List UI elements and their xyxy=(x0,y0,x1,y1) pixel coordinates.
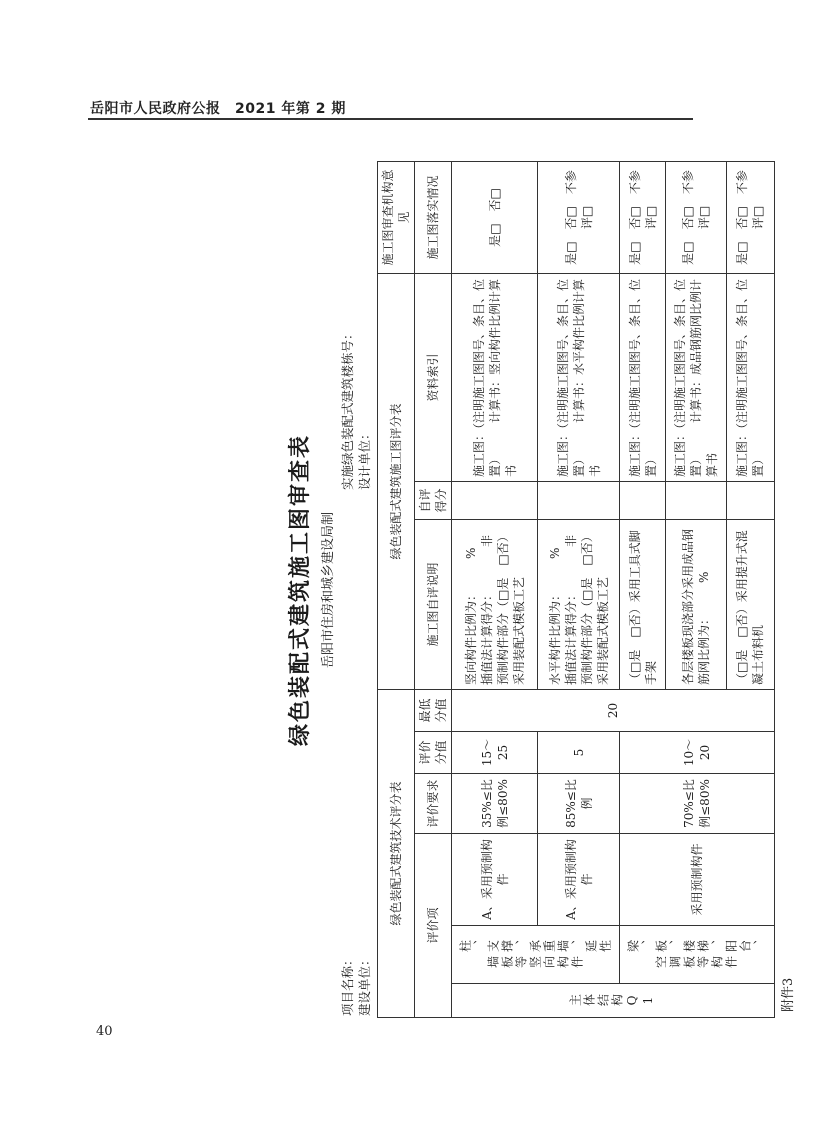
explanation-cell: （□是 □否）采用提升式混凝土布料机 xyxy=(726,519,774,689)
design-unit-label: 设计单位： xyxy=(357,427,372,490)
form-title: 绿色装配式建筑施工图审查表 xyxy=(288,434,313,747)
min-score-cell: 20 xyxy=(452,689,775,731)
self-score-cell xyxy=(620,481,666,519)
col-explanation: 施工图自评说明 xyxy=(415,519,452,689)
status-cell: 是□ 否□ 不参评□ xyxy=(726,161,774,273)
header-rule xyxy=(88,118,693,120)
header-row xyxy=(415,161,452,1017)
self-score-cell xyxy=(726,481,774,519)
item-cell: A、采用预制构件 xyxy=(452,834,538,926)
col-min-score: 最低分值 xyxy=(415,689,452,731)
explanation-cell: 水平构件比例为： % 插值法计算得分： 非预制构件部分（□是 □否）采用装配式模板工艺 xyxy=(538,519,620,689)
col-status: 施工图落实情况 xyxy=(415,161,452,273)
score-cell: 5 xyxy=(538,732,620,774)
score-cell: 10～20 xyxy=(620,732,775,774)
col-requirement: 评价要求 xyxy=(415,774,452,834)
index-cell: 施工图：（注明施工图图号、条目、位置） xyxy=(726,273,774,481)
section-tech-score: 绿色装配式建筑技术评分表 xyxy=(378,689,415,1017)
explanation-cell: 各层楼板现浇部分采用成品钢筋网比例为： % xyxy=(666,519,727,689)
section-row xyxy=(378,161,415,1017)
category-cell xyxy=(452,926,620,984)
score-cell: 15～25 xyxy=(452,732,538,774)
section-drawing-score: 绿色装配式建筑施工图评分表 xyxy=(378,273,415,689)
building-no-label: 实施绿色装配式建筑楼栋号： xyxy=(340,327,355,490)
status-cell: 是□ 否□ 不参评□ xyxy=(666,161,727,273)
meta-left xyxy=(339,953,373,1016)
col-score: 评价分值 xyxy=(415,732,452,774)
form-issuer: 岳阳市住房和城乡建设局制 xyxy=(321,512,336,669)
table-row xyxy=(538,161,620,1017)
status-cell: 是□ 否□ 不参评□ xyxy=(620,161,666,273)
gazette-header: 岳阳市人民政府公报 2021 年第 2 期 xyxy=(90,101,346,117)
meta-right xyxy=(339,327,373,490)
page-number: 40 xyxy=(96,1024,113,1039)
rotated-form xyxy=(277,160,817,1020)
category-cell xyxy=(620,926,775,984)
explanation-cell: （□是 □否）采用工具式脚手架 xyxy=(620,519,666,689)
status-cell: 是□ 否□ 不参评□ xyxy=(538,161,620,273)
index-cell: 施工图：（注明施工图图号、条目、位置） 计算书：成品钢筋网比例计算书 xyxy=(666,273,727,481)
status-cell: 是□ 否□ xyxy=(452,161,538,273)
col-self-score: 自评得分 xyxy=(415,481,452,519)
col-index: 资料索引 xyxy=(415,273,452,481)
requirement-cell: 85%≤比例 xyxy=(538,774,620,834)
item-cell: A、采用预制构件 xyxy=(538,834,620,926)
category-label: 梁、板、楼梯、阳台、空调板等构件 xyxy=(627,939,767,970)
item-cell: 采用预制构件 xyxy=(620,834,775,926)
section-review-opinion: 施工图审查机构意见 xyxy=(378,161,415,273)
group-label: 主体结构Q1 xyxy=(569,993,657,1008)
category-label: 柱、支撑、承重墙、延性墙板等竖向构件 xyxy=(458,939,613,970)
col-item: 评价项 xyxy=(415,834,452,1018)
table-row xyxy=(620,161,666,1017)
review-table xyxy=(377,161,775,1018)
project-name-label: 项目名称： xyxy=(340,953,355,1016)
requirement-cell: 70%≤比例≤80% xyxy=(620,774,775,834)
group-cell xyxy=(452,984,775,1018)
self-score-cell xyxy=(666,481,727,519)
explanation-cell: 竖向构件比例为： % 插值法计算得分： 非预制构件部分（□是 □否）采用装配式模板工艺 xyxy=(452,519,538,689)
index-cell: 施工图：（注明施工图图号、条目、位置） 计算书：水平构件比例计算书 xyxy=(538,273,620,481)
requirement-cell: 35%≤比例≤80% xyxy=(452,774,538,834)
index-cell: 施工图：（注明施工图图号、条目、位置） 计算书：竖向构件比例计算书 xyxy=(452,273,538,481)
attachment-label: 附件3 xyxy=(781,977,796,1012)
build-unit-label: 建设单位： xyxy=(357,953,372,1016)
table-row xyxy=(452,161,538,1017)
index-cell: 施工图：（注明施工图图号、条目、位置） xyxy=(620,273,666,481)
